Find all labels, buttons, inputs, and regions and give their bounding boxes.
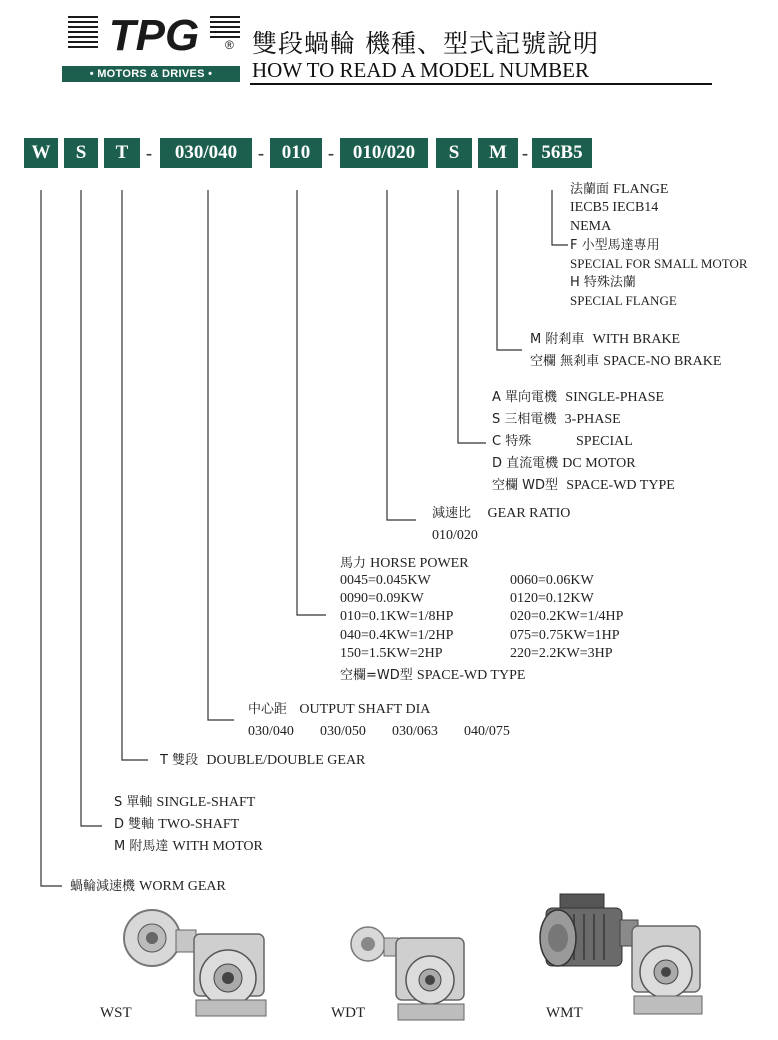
motor-type-wd: 空欄 WD型 SPACE-WD TYPE — [492, 478, 675, 493]
code-box-w: W — [24, 138, 58, 168]
connector-brake — [497, 190, 522, 350]
title-chinese: 雙段蝸輪 機種、型式記號說明 — [252, 29, 599, 58]
code-box-t: T — [104, 138, 140, 168]
flange-h-en: SPECIAL FLANGE — [570, 293, 677, 308]
power-left-2: 010=0.1KW=1/8HP — [340, 609, 454, 624]
flange-f-zh: F 小型馬達專用 — [570, 238, 660, 253]
worm-gear-label: 蝸輪減速機 WORM GEAR — [70, 879, 226, 894]
shaft-s: S 單軸 SINGLE-SHAFT — [114, 795, 256, 810]
connector-motor-type — [458, 190, 486, 443]
code-dash: - — [328, 143, 334, 163]
connector-power — [297, 190, 326, 615]
product-label-wmt: WMT — [546, 1005, 583, 1021]
code-box-ratio: 010/020 — [340, 138, 428, 168]
logo-tagline: • MOTORS & DRIVES • — [62, 66, 240, 82]
code-box-brake: M — [478, 138, 518, 168]
power-left-1: 0090=0.09KW — [340, 591, 424, 606]
wdt-gearbox-image — [346, 918, 476, 1028]
center-value-0: 030/040 — [248, 724, 294, 739]
ratio-title: 減速比 GEAR RATIO — [432, 506, 571, 521]
power-right-4: 220=2.2KW=3HP — [510, 646, 613, 661]
power-left-3: 040=0.4KW=1/2HP — [340, 628, 454, 643]
motor-type-c: C 特殊 SPECIAL — [492, 434, 633, 449]
code-box-s: S — [64, 138, 98, 168]
flange-f-en: SPECIAL FOR SMALL MOTOR — [570, 256, 748, 271]
motor-type-s: S 三相電機 3-PHASE — [492, 412, 621, 427]
brake-space: 空欄 無剎車 SPACE-NO BRAKE — [530, 354, 722, 369]
code-dash: - — [146, 143, 152, 163]
product-label-wdt: WDT — [331, 1005, 366, 1021]
code-dash: - — [258, 143, 264, 163]
connector-shaft — [81, 190, 102, 826]
shaft-m: M 附馬達 WITH MOTOR — [114, 839, 263, 854]
ratio-value: 010/020 — [432, 528, 478, 543]
motor-type-d: D 直流電機 DC MOTOR — [492, 456, 636, 471]
code-box-center: 030/040 — [160, 138, 252, 168]
shaft-d: D 雙軸 TWO-SHAFT — [114, 817, 240, 832]
center-title: 中心距 OUTPUT SHAFT DIA — [248, 702, 431, 717]
power-title: 馬力 HORSE POWER — [340, 556, 469, 571]
product-label-wst: WST — [100, 1005, 132, 1021]
code-box-flange: 56B5 — [532, 138, 592, 168]
power-right-1: 0120=0.12KW — [510, 591, 594, 606]
flange-iec: IECB5 IECB14 — [570, 200, 659, 215]
code-box-motor-type: S — [436, 138, 472, 168]
code-dash: - — [522, 143, 528, 163]
power-right-3: 075=0.75KW=1HP — [510, 628, 620, 643]
brake-m: M 附剎車 WITH BRAKE — [530, 332, 681, 347]
connector-center — [208, 190, 234, 720]
center-value-1: 030/050 — [320, 724, 366, 739]
center-value-3: 040/075 — [464, 724, 510, 739]
title-english: HOW TO READ A MODEL NUMBER — [252, 58, 589, 82]
power-right-0: 0060=0.06KW — [510, 573, 594, 588]
connector-worm — [41, 190, 62, 886]
wst-gearbox-image — [110, 900, 280, 1028]
flange-title: 法蘭面 FLANGE — [570, 182, 669, 197]
power-left-4: 150=1.5KW=2HP — [340, 646, 443, 661]
flange-h-zh: H 特殊法蘭 — [570, 275, 636, 290]
registered-mark: ® — [225, 38, 234, 52]
stage-label: T 雙段 DOUBLE/DOUBLE GEAR — [160, 753, 366, 768]
connector-stage — [122, 190, 148, 760]
power-left-0: 0045=0.045KW — [340, 573, 431, 588]
code-box-power: 010 — [270, 138, 322, 168]
power-wd: 空欄=WD型 SPACE-WD TYPE — [340, 668, 526, 683]
flange-nema: NEMA — [570, 219, 612, 234]
center-value-2: 030/063 — [392, 724, 438, 739]
connector-ratio — [387, 190, 416, 520]
power-right-2: 020=0.2KW=1/4HP — [510, 609, 624, 624]
connector-flange — [552, 190, 568, 245]
motor-type-a: A 單向電機 SINGLE-PHASE — [492, 390, 665, 405]
logo-text: TPG — [108, 14, 200, 54]
